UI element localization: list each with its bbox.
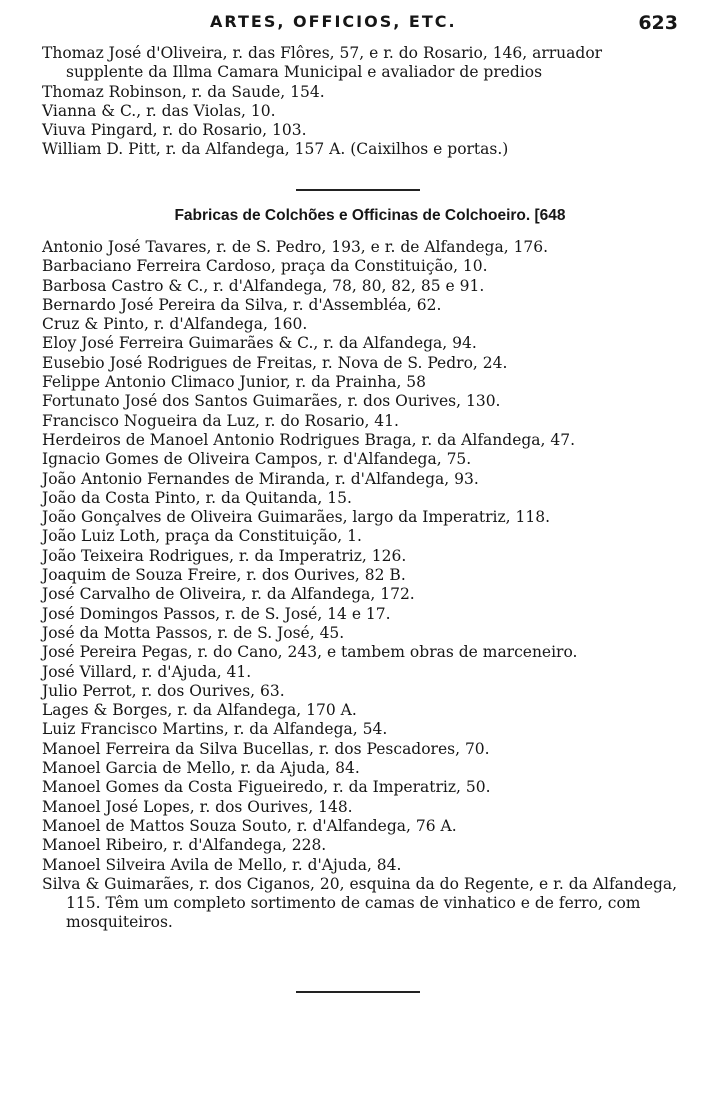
section-divider [296,189,420,191]
list-item: João da Costa Pinto, r. da Quitanda, 15. [42,488,352,507]
list-item: José Carvalho de Oliveira, r. da Alfandega, 172. [42,585,415,604]
running-head-title: ARTES, OFFICIOS, ETC. [210,12,457,31]
list-item: Ignacio Gomes de Oliveira Campos, r. d'Alfandega, 75. [42,450,472,469]
list-item: Eloy José Ferreira Guimarães & C., r. da Alfandega, 94. [42,334,477,353]
list-item: Manoel Ribeiro, r. d'Alfandega, 228. [42,836,327,855]
page-number: 623 [638,12,678,34]
list-item: Antonio José Tavares, r. de S. Pedro, 193, e r. de Alfandega, 176. [42,238,549,256]
list-item: Eusebio José Rodrigues de Freitas, r. Nova de S. Pedro, 24. [42,353,508,372]
list-item: Julio Perrot, r. dos Ourives, 63. [42,681,285,700]
section-entries [42,238,682,933]
list-item: Barbaciano Ferreira Cardoso, praça da Constituição, 10. [42,257,488,276]
list-item: Silva & Guimarães, r. dos Ciganos, 20, esquina da do Regente, e r. da Alfandega, 115. Têm um completo sortimento de camas de vinhatico e de ferro, com mosquiteiros. [42,874,678,932]
list-item: Manoel José Lopes, r. dos Ourives, 148. [42,797,353,816]
list-item: Manoel Garcia de Mello, r. da Ajuda, 84. [42,759,360,778]
list-item: José Domingos Passos, r. de S. José, 14 e 17. [42,604,391,623]
list-item: Bernardo José Pereira da Silva, r. d'Assembléa, 62. [42,295,442,314]
list-item: Joaquim de Souza Freire, r. dos Ourives, 82 B. [42,566,406,585]
list-item: José da Motta Passos, r. de S. José, 45. [42,623,345,642]
list-item: João Antonio Fernandes de Miranda, r. d'Alfandega, 93. [42,469,479,488]
list-item: João Luiz Loth, praça da Constituição, 1. [42,527,362,546]
list-item: Thomaz José d'Oliveira, r. das Flôres, 57, e r. do Rosario, 146, arruador supplente da Illma Camara Municipal e avaliador de predios [42,44,603,82]
previous-section-entries [42,44,682,160]
list-item: Manoel Ferreira da Silva Bucellas, r. dos Pescadores, 70. [42,739,490,758]
list-item: Francisco Nogueira da Luz, r. do Rosario, 41. [42,411,399,430]
list-item: Barbosa Castro & C., r. d'Alfandega, 78, 80, 82, 85 e 91. [42,276,485,295]
list-item: José Villard, r. d'Ajuda, 41. [42,662,252,681]
list-item: João Gonçalves de Oliveira Guimarães, largo da Imperatriz, 118. [42,508,551,527]
running-head [0,12,704,40]
list-item: Luiz Francisco Martins, r. da Alfandega, 54. [42,720,388,739]
list-item: Viuva Pingard, r. do Rosario, 103. [42,121,307,140]
list-item: José Pereira Pegas, r. do Cano, 243, e tambem obras de marceneiro. [42,643,578,662]
list-item: Lages & Borges, r. da Alfandega, 170 A. [42,701,357,720]
list-item: João Teixeira Rodrigues, r. da Imperatriz, 126. [42,546,407,565]
list-item: Manoel de Mattos Souza Souto, r. d'Alfandega, 76 A. [42,816,457,835]
list-item: William D. Pitt, r. da Alfandega, 157 A. (Caixilhos e portas.) [42,140,509,159]
list-item: Herdeiros de Manoel Antonio Rodrigues Braga, r. da Alfandega, 47. [42,430,576,449]
list-item: Fortunato José dos Santos Guimarães, r. dos Ourives, 130. [42,392,501,411]
section-heading: Fabricas de Colchões e Officinas de Colchoeiro. [648 [174,207,566,224]
list-item: Cruz & Pinto, r. d'Alfandega, 160. [42,315,308,334]
list-item: Thomaz Robinson, r. da Saude, 154. [42,82,325,101]
list-item: Manoel Gomes da Costa Figueiredo, r. da Imperatriz, 50. [42,778,491,797]
list-item: Manoel Silveira Avila de Mello, r. d'Ajuda, 84. [42,855,402,874]
end-divider [296,991,420,993]
list-item: Vianna & C., r. das Violas, 10. [42,101,276,120]
list-item: Felippe Antonio Climaco Junior, r. da Prainha, 58 [42,373,427,392]
